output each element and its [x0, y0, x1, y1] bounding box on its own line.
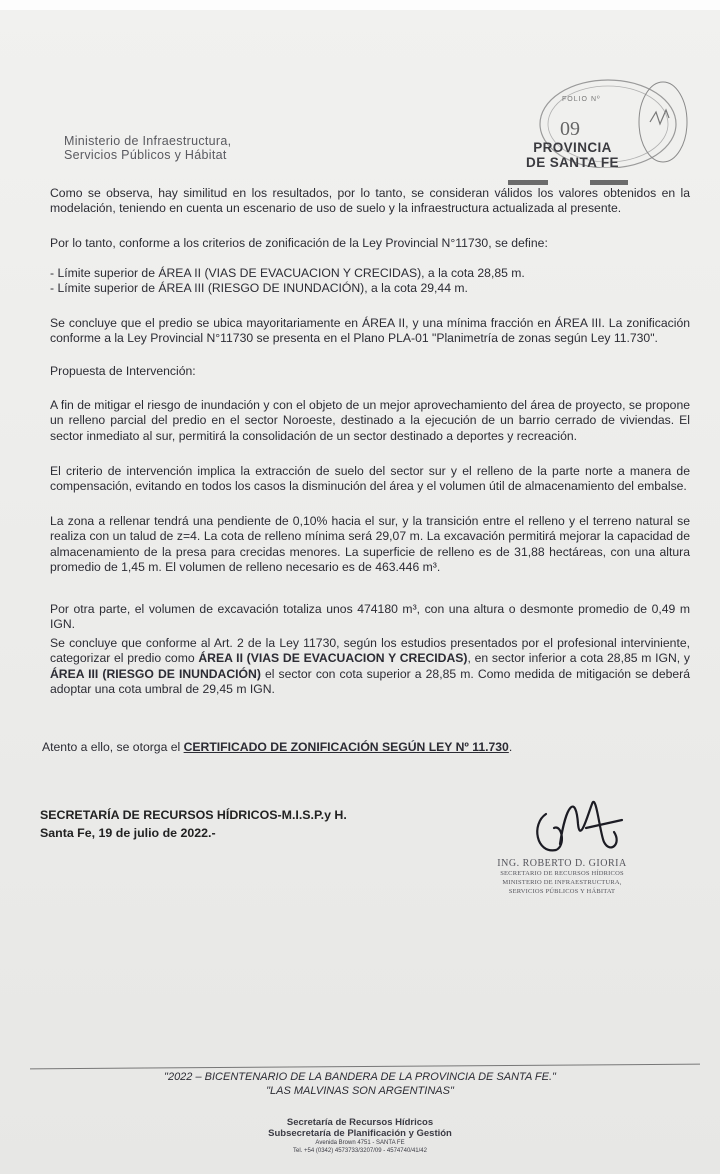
section-heading — [50, 364, 690, 379]
paragraph-8-text: Se concluye que conforme al Art. 2 de la Ley 11730, según los estudios presentados por el profesional interviniente, categorizar el predio como ÁREA II (VIAS DE EVACUACION Y CRECIDAS), en sector inferior a cota 28,85 m IGN, y ÁREA III (RIESGO DE INUNDACIÓN) el sector con cota superior a 28,85 m. Como medida de mitigación se deberá adoptar una cota umbral de 29,45 m IGN. — [50, 636, 690, 697]
list-item: - Límite superior de ÁREA III (RIESGO DE INUNDACIÓN), a la cota 29,44 m. — [50, 281, 468, 296]
signer-name: ING. ROBERTO D. GIORIA — [497, 858, 627, 869]
footer-address: Avenida Brown 4751 - SANTA FE — [315, 1140, 405, 1146]
footer-office — [200, 1117, 520, 1155]
handwritten-signature-icon — [526, 784, 636, 864]
folio-number: 09 — [560, 118, 580, 140]
province-logo — [510, 140, 635, 170]
paragraph-3 — [50, 316, 690, 347]
footer-motto-2: "LAS MALVINAS SON ARGENTINAS" — [266, 1085, 454, 1097]
ministry-line-2: Servicios Públicos y Hábitat — [64, 148, 227, 162]
province-line-2: DE SANTA FE — [526, 155, 619, 170]
signer-title: MINISTERIO DE INFRAESTRUCTURA, — [502, 879, 622, 886]
paragraph-5 — [50, 464, 690, 495]
paragraph-3-text: Se concluye que el predio se ubica mayoritariamente en ÁREA II, y una mínima fracción en ÁREA III. La zonificación conforme a la Ley Provincial N°11730 se presenta en el Plano PLA-01 "Planimetría de zonas según Ley 11.730". — [50, 316, 690, 346]
paragraph-1 — [50, 186, 690, 217]
paragraph-5-text: El criterio de intervención implica la extracción de suelo del sector sur y el relleno de la parte norte a manera de compensación, evitando en todos los casos la disminución del área y el volumen útil de almacenamiento del embalse. — [50, 464, 690, 494]
certificate-title: CERTIFICADO DE ZONIFICACIÓN SEGÚN LEY Nº 11.730 — [183, 740, 509, 754]
footer-motto — [110, 1070, 610, 1098]
paragraph-6 — [50, 514, 690, 576]
ministry-header — [64, 134, 324, 162]
issuing-office — [40, 806, 347, 842]
signer-title: SERVICIOS PÚBLICOS Y HÁBITAT — [508, 888, 616, 895]
footer-phone: Tel. +54 (0342) 4573733/3207/09 - 4574740/41/42 — [293, 1148, 427, 1154]
footer-office-1: Secretaría de Recursos Hídricos — [286, 1117, 434, 1128]
place-date: Santa Fe, 19 de julio de 2022.- — [40, 826, 216, 840]
paragraph-1-text: Como se observa, hay similitud en los resultados, por lo tanto, se consideran válidos los valores obtenidos en la modelación, teniendo en cuenta un escenario de uso de suelo y la infraestructura actualizada al presente. — [50, 186, 690, 216]
paragraph-4-text: A fin de mitigar el riesgo de inundación y con el objeto de un mejor aprovechamiento del área de proyecto, se propone un relleno parcial del predio en el sector Noroeste, destinado a la ejecución de un barrio cerrado de viviendas. El sector inmediato al sur, permitirá la consolidación de un sector destinado a deportes y recreación. — [50, 398, 690, 443]
paragraph-8 — [50, 636, 690, 698]
office-name: SECRETARÍA DE RECURSOS HÍDRICOS-M.I.S.P.y H. — [40, 808, 347, 822]
section-heading-text: Propuesta de Intervención: — [50, 364, 196, 378]
footer-office-2: Subsecretaría de Planificación y Gestión — [268, 1128, 452, 1139]
paragraph-4 — [50, 398, 690, 444]
province-line-1: PROVINCIA — [533, 140, 612, 155]
signer-stamp — [482, 858, 642, 896]
signer-title: SECRETARIO DE RECURSOS HÍDRICOS — [500, 870, 624, 877]
paragraph-2-text: Por lo tanto, conforme a los criterios de zonificación de la Ley Provincial N°11730, se define: — [50, 236, 548, 250]
folio-label: FOLIO Nº — [562, 96, 601, 103]
paragraph-2 — [50, 236, 690, 251]
paragraph-7 — [50, 602, 690, 633]
province-logo-bars — [506, 180, 631, 185]
paragraph-7-text: Por otra parte, el volumen de excavación totaliza unos 474180 m³, con una altura o desmonte promedio de 0,49 m IGN. — [50, 602, 690, 632]
paragraph-6-text: La zona a rellenar tendrá una pendiente de 0,10% hacia el sur, y la transición entre el relleno y el terreno natural se realiza con un talud de z=4. La cota de relleno mínima será 29,07 m. La excavación permitirá mejorar la capacidad de almacenamiento de la presa para crecidas menores. La superficie de relleno es de 31,88 hectáreas, con una altura promedio de 1,45 m. El volumen de relleno necesario es de 463.446 m³. — [50, 514, 690, 575]
paragraph-9-text: Atento a ello, se otorga el CERTIFICADO DE ZONIFICACIÓN SEGÚN LEY Nº 11.730. — [42, 740, 513, 754]
list-item: - Límite superior de ÁREA II (VIAS DE EVACUACION Y CRECIDAS), a la cota 28,85 m. — [50, 266, 525, 280]
footer-motto-1: "2022 – BICENTENARIO DE LA BANDERA DE LA PROVINCIA DE SANTA FE." — [164, 1071, 556, 1083]
paragraph-9 — [42, 740, 682, 755]
top-edge — [0, 0, 720, 10]
ministry-line-1: Ministerio de Infraestructura, — [64, 134, 232, 148]
footer-divider — [30, 1064, 700, 1070]
limits-list — [50, 266, 690, 297]
